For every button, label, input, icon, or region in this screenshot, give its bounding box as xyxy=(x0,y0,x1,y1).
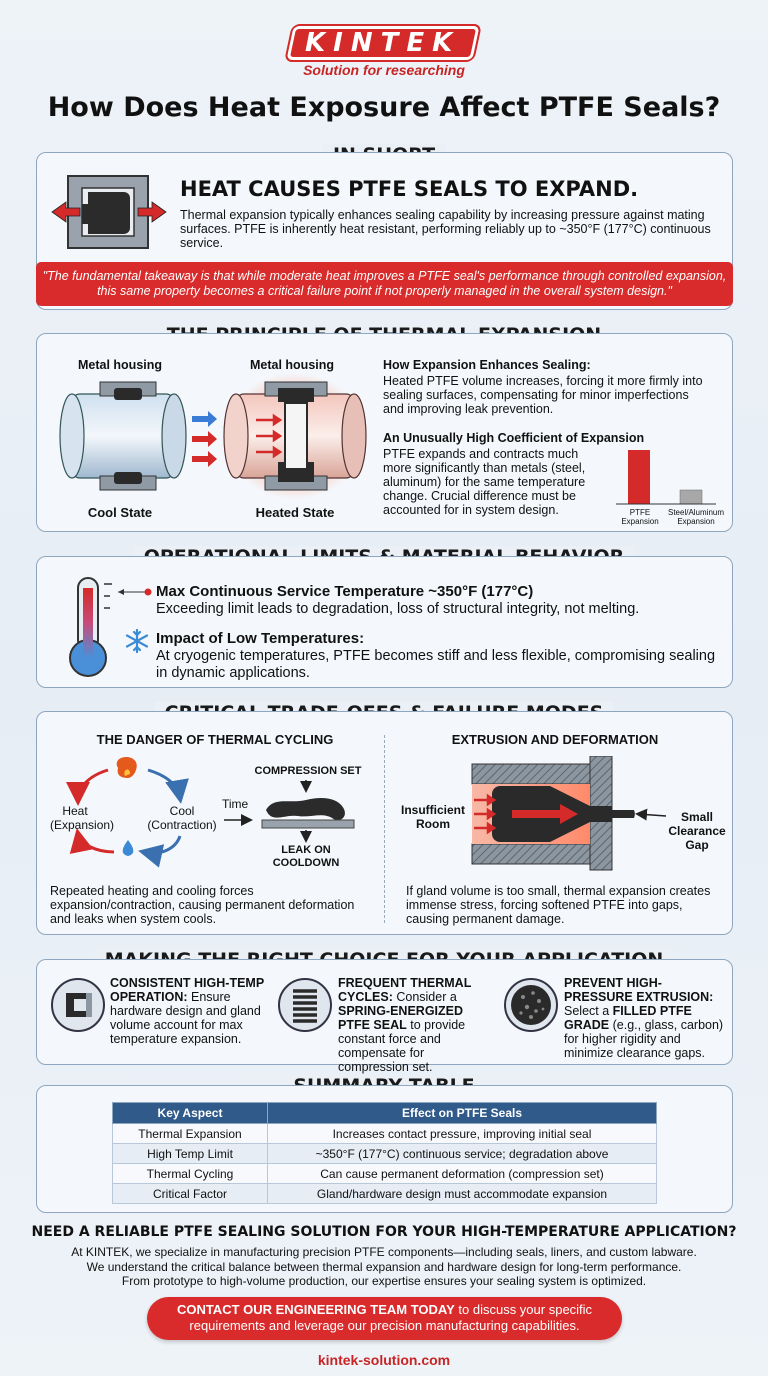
heated-state-label: Heated State xyxy=(255,505,335,520)
insufficient-room-label: Insufficient Room xyxy=(400,803,465,831)
low-temp-body: At cryogenic temperatures, PTFE becomes stiff and less flexible, compromising sealing in dynamic applications. xyxy=(156,648,716,681)
coefficient-title: An Unusually High Coefficient of Expansion xyxy=(383,431,645,445)
in-short-body: Thermal expansion typically enhances sealing capability by increasing pressure against mating surfaces. PTFE is inherently heat resistant, performing reliably up to ~350°F (177°C) continuous service. xyxy=(180,208,711,250)
cool-state-label: Cool State xyxy=(87,505,153,520)
compression-set-label: COMPRESSION SET xyxy=(254,765,362,777)
extrusion-diagram xyxy=(452,756,672,876)
cool-label: Cool (Contraction) xyxy=(147,804,217,832)
extrusion-title: EXTRUSION AND DEFORMATION xyxy=(451,732,659,747)
enhance-body: Heated PTFE volume increases, forcing it more firmly into sealing surfaces, compensating for minor imperfections and improving leak prevention. xyxy=(383,374,703,416)
max-temp-title: Max Continuous Service Temperature ~350°F (177°C) xyxy=(156,583,534,600)
thermal-expansion-diagram xyxy=(50,374,380,504)
key-takeaway-quote: "The fundamental takeaway is that while moderate heat improves a PTFE seal's performance through controlled expansion, this same property becomes a critical failure point if not properly managed in the overall system design." xyxy=(36,262,733,306)
thermometer-icon xyxy=(64,572,154,680)
seal-expansion-icon xyxy=(48,172,170,252)
choice-item-cycles: FREQUENT THERMAL CYCLES: Consider a SPRING-ENERGIZED PTFE SEAL to provide constant force and compensate for compression set. xyxy=(338,976,472,1074)
table-row: Thermal Expansion Increases contact pressure, improving initial seal xyxy=(113,1124,657,1144)
choice-item-extrusion: PREVENT HIGH-PRESSURE EXTRUSION: Select a FILLED PTFE GRADE (e.g., glass, carbon) for higher rigidity and minimize clearance gaps. xyxy=(564,976,724,1060)
brand-logo[interactable] xyxy=(286,26,479,60)
spring-icon xyxy=(277,977,333,1033)
choice-item-consistent: CONSISTENT HIGH-TEMP OPERATION: Ensure hardware design and gland volume account for max temperature expansion. xyxy=(110,976,264,1046)
bar-metal-expansion xyxy=(680,490,702,504)
bar-label-ptfe: PTFE Expansion xyxy=(621,508,659,526)
table-header: Effect on PTFE Seals xyxy=(268,1103,657,1124)
max-temp-body: Exceeding limit leads to degradation, loss of structural integrity, not melting. xyxy=(156,601,640,617)
low-temp-title: Impact of Low Temperatures: xyxy=(156,630,365,647)
panel-divider xyxy=(384,735,385,923)
enhance-title: How Expansion Enhances Sealing: xyxy=(383,358,591,372)
expansion-bar-chart xyxy=(610,444,720,506)
table-row: High Temp Limit ~350°F (177°C) continuous service; degradation above xyxy=(113,1144,657,1164)
table-row: Thermal Cycling Can cause permanent deformation (compression set) xyxy=(113,1164,657,1184)
summary-table xyxy=(112,1102,657,1204)
cycling-body: Repeated heating and cooling forces expansion/contraction, causing permanent deformation and leaks when system cools. xyxy=(50,884,355,926)
in-short-headline: HEAT CAUSES PTFE SEALS TO EXPAND. xyxy=(180,177,639,201)
coefficient-body: PTFE expands and contracts much more significantly than metals (steel, aluminum) for the same temperature change. Crucial difference must be accounted for in system design. xyxy=(383,447,586,517)
bar-label-metal: Steel/Aluminum Expansion xyxy=(667,508,725,526)
time-label: Time xyxy=(222,797,249,811)
table-header: Key Aspect xyxy=(113,1103,268,1124)
website-link[interactable]: kintek-solution.com xyxy=(317,1352,451,1368)
footer-body: At KINTEK, we specialize in manufacturing precision PTFE components—including seals, liners, and custom labware. We understand the critical balance between thermal expansion and hardware design for long-term performance. From prototype to high-volume production, our expertise ensures your sealing system is optimized. xyxy=(71,1245,697,1288)
leak-on-cooldown-label: LEAK ON COOLDOWN xyxy=(272,844,340,869)
footer-question: NEED A RELIABLE PTFE SEALING SOLUTION FOR YOUR HIGH-TEMPERATURE APPLICATION? xyxy=(31,1224,737,1240)
housing-label-cool: Metal housing xyxy=(77,358,163,372)
page-title: How Does Heat Exposure Affect PTFE Seals? xyxy=(47,92,721,123)
brand-tagline: Solution for researching xyxy=(303,62,465,78)
housing-label-heated: Metal housing xyxy=(249,358,335,372)
seal-profile-icon xyxy=(50,977,106,1033)
filled-material-icon xyxy=(503,977,559,1033)
clearance-gap-label: Small Clearance Gap xyxy=(668,810,726,852)
brand-logo-text: KINTEK xyxy=(305,28,461,58)
contact-cta-button[interactable]: CONTACT OUR ENGINEERING TEAM TODAY to discuss your specific requirements and leverage our precision manufacturing capabilities. xyxy=(147,1297,622,1340)
snowflake-icon xyxy=(124,628,150,654)
cycling-title: THE DANGER OF THERMAL CYCLING xyxy=(96,732,334,747)
heat-label: Heat (Expansion) xyxy=(50,804,115,832)
extrusion-body: If gland volume is too small, thermal expansion creates immense stress, forcing softened PTFE into gaps, causing permanent damage. xyxy=(406,884,711,926)
bar-ptfe-expansion xyxy=(628,450,650,504)
table-row: Critical Factor Gland/hardware design must accommodate expansion xyxy=(113,1184,657,1204)
